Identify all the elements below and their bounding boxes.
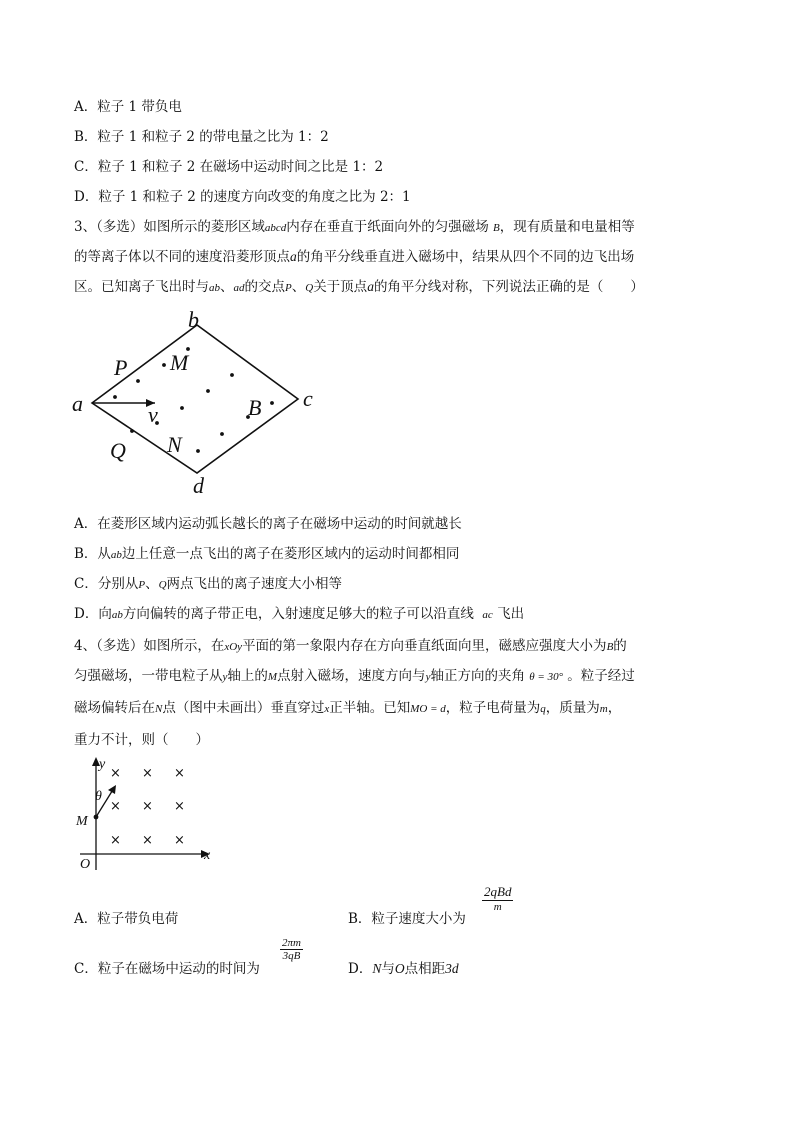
svg-text:×: × bbox=[174, 833, 185, 848]
label-P: P bbox=[114, 355, 128, 380]
label-M: M bbox=[170, 350, 189, 375]
q4-option-d: D．N与O点相距3d bbox=[348, 961, 459, 977]
svg-text:×: × bbox=[110, 833, 121, 848]
q2-option-a: A．粒子 1 带负电 bbox=[74, 99, 182, 115]
q4-stem-line2: 匀强磁场，一带电粒子从y轴上的M点射入磁场，速度方向与y轴正方向的夹角 θ = 30° 。粒子经过 bbox=[74, 668, 635, 684]
label-B: B bbox=[248, 395, 262, 420]
q4-option-b: B．粒子速度大小为 bbox=[348, 911, 466, 927]
q4-stem-line4: 重力不计，则（ ） bbox=[74, 732, 209, 748]
q3-stem-line3: 区。已知离子飞出时与ab、ad的交点P、Q关于顶点a的角平分线对称，下列说法正确的是（ ） bbox=[74, 279, 644, 295]
q2-option-c: C．粒子 1 和粒子 2 在磁场中运动时间之比是 1：2 bbox=[74, 159, 384, 175]
label-b: b bbox=[188, 307, 199, 332]
q2-option-b: B．粒子 1 和粒子 2 的带电量之比为 1：2 bbox=[74, 129, 329, 145]
q4-axes-figure bbox=[70, 755, 230, 875]
field-crosses bbox=[110, 766, 185, 848]
q3-rhombus-figure bbox=[70, 305, 330, 500]
label-N: N bbox=[167, 432, 182, 457]
label-M: M bbox=[76, 814, 88, 829]
q3-option-d: D．向ab方向偏转的离子带正电，入射速度足够大的粒子可以沿直线 ac 飞出 bbox=[74, 606, 525, 622]
svg-text:×: × bbox=[110, 766, 121, 781]
q4-option-c-fraction: $\frac{2\pi m}{3qB}$ bbox=[282, 937, 301, 962]
label-v: v bbox=[148, 402, 158, 427]
label-c: c bbox=[303, 386, 313, 411]
q3-stem-line1: 3、（多选）如图所示的菱形区域abcd内存在垂直于纸面向外的匀强磁场 B，现有质量和电量相等 bbox=[74, 219, 635, 235]
svg-text:×: × bbox=[142, 799, 153, 814]
label-d: d bbox=[193, 473, 204, 498]
label-theta: θ bbox=[95, 789, 102, 804]
q4-stem-line1: 4、（多选）如图所示，在xOy平面的第一象限内存在方向垂直纸面向里，磁感应强度大小为B的 bbox=[74, 638, 627, 654]
svg-text:×: × bbox=[142, 766, 153, 781]
label-Q: Q bbox=[110, 438, 126, 463]
q4-option-b-fraction: 2qBd m bbox=[484, 884, 512, 913]
q3-stem-line2: 的等离子体以不同的速度沿菱形顶点a的角平分线垂直进入磁场中，结果从四个不同的边飞出场 bbox=[74, 249, 635, 265]
q3-option-a: A．在菱形区域内运动弧长越长的离子在磁场中运动的时间就越长 bbox=[74, 516, 462, 532]
velocity-arrowhead bbox=[108, 785, 116, 794]
label-O: O bbox=[80, 857, 91, 872]
svg-text:×: × bbox=[142, 833, 153, 848]
q4-option-c: C．粒子在磁场中运动的时间为 bbox=[74, 961, 260, 977]
label-a: a bbox=[72, 391, 83, 416]
q3-option-c: C．分别从P、Q两点飞出的离子速度大小相等 bbox=[74, 576, 343, 592]
svg-text:×: × bbox=[174, 766, 185, 781]
q4-option-a: A．粒子带负电荷 bbox=[74, 911, 179, 927]
svg-text:×: × bbox=[110, 799, 121, 814]
label-x: x bbox=[204, 848, 211, 863]
q3-option-b: B．从ab边上任意一点飞出的离子在菱形区域内的运动时间都相同 bbox=[74, 546, 460, 562]
svg-text:×: × bbox=[174, 799, 185, 814]
label-y: y bbox=[99, 757, 106, 772]
q2-option-d: D．粒子 1 和粒子 2 的速度方向改变的角度之比为 2：1 bbox=[74, 189, 411, 205]
q4-stem-line3: 磁场偏转后在N点（图中未画出）垂直穿过x正半轴。已知MO = d，粒子电荷量为q，质量为m， bbox=[74, 700, 622, 716]
